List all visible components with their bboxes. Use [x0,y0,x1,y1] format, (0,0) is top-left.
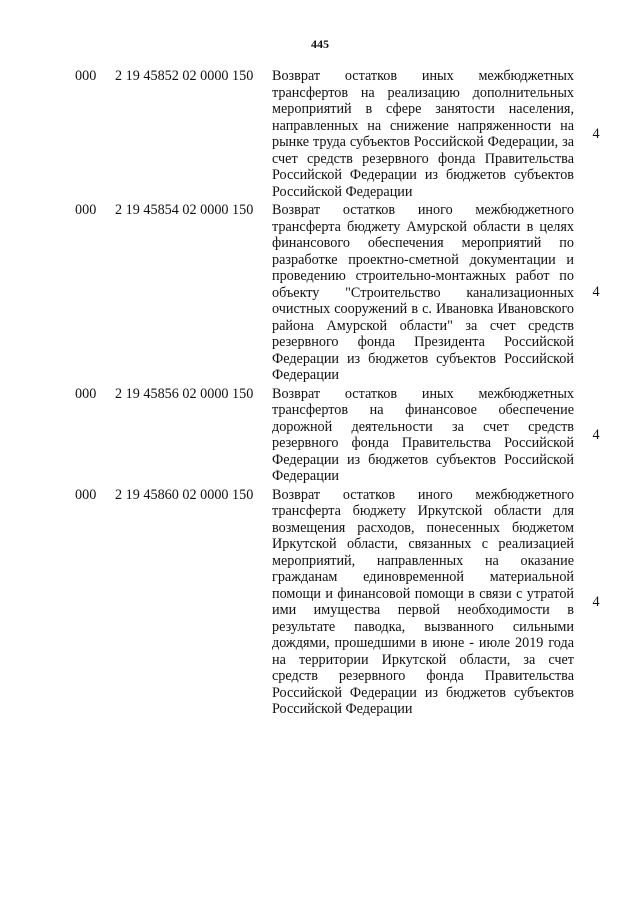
page-number: 445 [311,37,329,51]
admin-code: 000 [75,486,97,503]
table-row [0,386,640,485]
budget-classification-code: 2 19 45852 02 0000 150 [115,68,254,84]
table-row [0,487,640,718]
row-value: 4 [592,125,600,142]
admin-code: 000 [75,385,97,402]
admin-code: 000 [75,68,97,84]
row-description: Возврат остатков иных межбюджетных трансфертов на финансовое обеспечение дорожной деятельности за счет средств резервного фонда Правительства Российской Федерации из бюджетов субъектов Российской Федерации [272,385,574,484]
budget-classification-code: 2 19 45856 02 0000 150 [115,385,254,402]
row-value: 4 [592,284,600,301]
admin-code: 000 [75,202,97,218]
budget-classification-code: 2 19 45854 02 0000 150 [115,202,254,218]
budget-table [0,68,640,718]
row-description: Возврат остатков иного межбюджетного трансферта бюджету Амурской области в целях финансового обеспечения мероприятий по разработке проектно-сметной документации и проведению строительно-монтажных работ по объекту "Строительство канализационных очистных сооружений в с. Ивановка Ивановского района Амурской области" за счет средств резервного фонда Президента Российской Федерации из бюджетов субъектов Российской Федерации [272,202,574,383]
table-row [0,202,640,384]
table-row [0,68,640,200]
row-value: 4 [592,593,600,610]
row-description: Возврат остатков иных межбюджетных трансфертов на реализацию дополнительных мероприятий в сфере занятости населения, направленных на снижение напряженности на рынке труда субъектов Российской Федерации, за счет средств резервного фонда Правительства Российской Федерации из бюджетов субъектов Российской Федерации [272,68,574,200]
row-value: 4 [592,426,600,443]
row-description: Возврат остатков иного межбюджетного трансферта бюджету Иркутской области для возмещения расходов, понесенных бюджетом Иркутской области, связанных с реализацией мероприятий, направленных на оказание гражданам единовременной материальной помощи и финансовой помощи в связи с утратой ими имущества первой необходимости в результате паводка, вызванного сильными дождями, прошедшими в июне - июле 2019 года на территории Иркутской области, за счет средств резервного фонда Правительства Российской Федерации из бюджетов субъектов Российской Федерации [272,486,574,717]
budget-classification-code: 2 19 45860 02 0000 150 [115,486,254,503]
